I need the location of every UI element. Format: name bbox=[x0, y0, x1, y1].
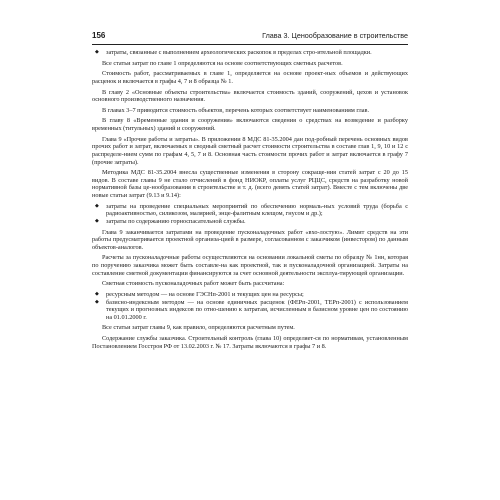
bullet-text: затраты на проведение специальных мероприятий по обеспечению нормаль-ных условий труда (борьба с радиоактивностью, силикозом, малярией, энце-фалитным клещом, гнусом и др.); bbox=[106, 202, 408, 218]
page-number: 156 bbox=[92, 31, 106, 40]
bullet-icon: ◆ bbox=[95, 218, 99, 224]
paragraph: В главах 3–7 приводится стоимость объектов, перечень которых соответствует наименованиям глав. bbox=[102, 106, 370, 114]
bullet-text: базисно-индексным методом — на основе единичных расценок (ФЕРп-2001, ТЕРп-2001) с использованием текущих и прогнозных индексов по отно-шению к затратам, исчисленным в базисном уровне цен по состоянию на 01.01.2000 г. bbox=[106, 298, 408, 321]
bullet-item bbox=[92, 299, 408, 322]
paragraph: В главу 2 «Основные объекты строительства» включается стоимость зданий, сооружений, цехов и установок основного производственного назначения. bbox=[92, 88, 408, 104]
paragraph: Методика МДС 81-35.2004 внесла существенные изменения в сторону сокраще-ния статей затрат с 20 до 15 видов. В составе главы 9 не стало отчислений в фонд НИОКР, оплаты услуг РЦЦС, средств на разработку новой нормативной базы це-нообразования в строительстве и т. д. (всего девять статей затрат). Вместе с тем включены две новые статьи затрат (9.13 и 9.14): bbox=[92, 169, 408, 199]
bullet-item bbox=[92, 203, 408, 218]
bullet-text: затраты по содержанию горноспасательной службы. bbox=[106, 217, 246, 225]
paragraph: Содержание службы заказчика. Строительный контроль (глава 10) определяет-ся по нормативам, установленным Постановлением Госстроя РФ от 13.02.2003 г. № 17. Затраты включаются в графы 7 и 8. bbox=[92, 335, 408, 350]
chapter-title: Глава 3. Ценообразование в строительстве bbox=[262, 31, 408, 40]
bullet-item bbox=[92, 291, 408, 299]
bullet-icon: ◆ bbox=[95, 203, 99, 209]
paragraph: Все статьи затрат главы 9, как правило, определяются расчетным путем. bbox=[102, 324, 295, 332]
page-body bbox=[92, 49, 408, 353]
bullet-text: затраты, связанные с выполнением археологических раскопок в пределах стро-ительной площадки. bbox=[106, 49, 372, 56]
bullet-icon: ◆ bbox=[95, 299, 99, 305]
paragraph: Сметная стоимость пусконаладочных работ может быть рассчитана: bbox=[102, 280, 285, 288]
paragraph: Глава 9 «Прочие работы и затраты». В приложении 8 МДС 81-35.2004 дан под-робный перечень основных видов прочих работ и затрат, включаемых в сводный сметный расчет стоимости строительства в составе глав 1, 9, 10 и 12 с распределе-нием сумм по графам 4, 5, 7 и 8. Основная часть стоимости прочих работ и затрат включается в графу 7 (прочие затраты). bbox=[92, 135, 408, 166]
bullet-text: ресурсным методом — на основе ГЭСНп-2001 и текущих цен на ресурсы; bbox=[106, 290, 304, 298]
page-header bbox=[92, 30, 408, 45]
paragraph: В главу 8 «Временные здания и сооружения» включаются сведения о средствах на возведение и разборку временных (титульных) зданий и сооружений. bbox=[92, 117, 408, 132]
bullet-item bbox=[92, 49, 408, 57]
bullet-icon: ◆ bbox=[95, 50, 99, 55]
paragraph: Глава 9 заканчивается затратами на проведение пусконаладочных работ «вхо-лостую». Лимит средств на эти работы предусматривается проектной организа-цией в размере, согласованном с заказчиком (инвестором) по данным объектов-аналогов. bbox=[92, 228, 408, 251]
paragraph: Все статьи затрат по главе 1 определяются на основе соответствующих сметных расчетов. bbox=[102, 59, 343, 67]
bullet-icon: ◆ bbox=[95, 291, 99, 297]
bullet-item bbox=[92, 218, 408, 226]
paragraph: Стоимость работ, рассматриваемых в главе 1, определяется на основе проект-ных объемов и действующих расценок и включается в графы 4, 7 и 8 образца № 1. bbox=[92, 70, 408, 85]
paragraph: Расчеты за пусконаладочные работы осуществляются на основании локальной сметы по образцу № 1нн, которая по поручению заказчика может быть составле-на как проектной, так и пусконаладочной организацией. Затраты на составление сметной документации финансируются за счет основной деятельности эксплуа-тирующей организации. bbox=[92, 254, 408, 277]
